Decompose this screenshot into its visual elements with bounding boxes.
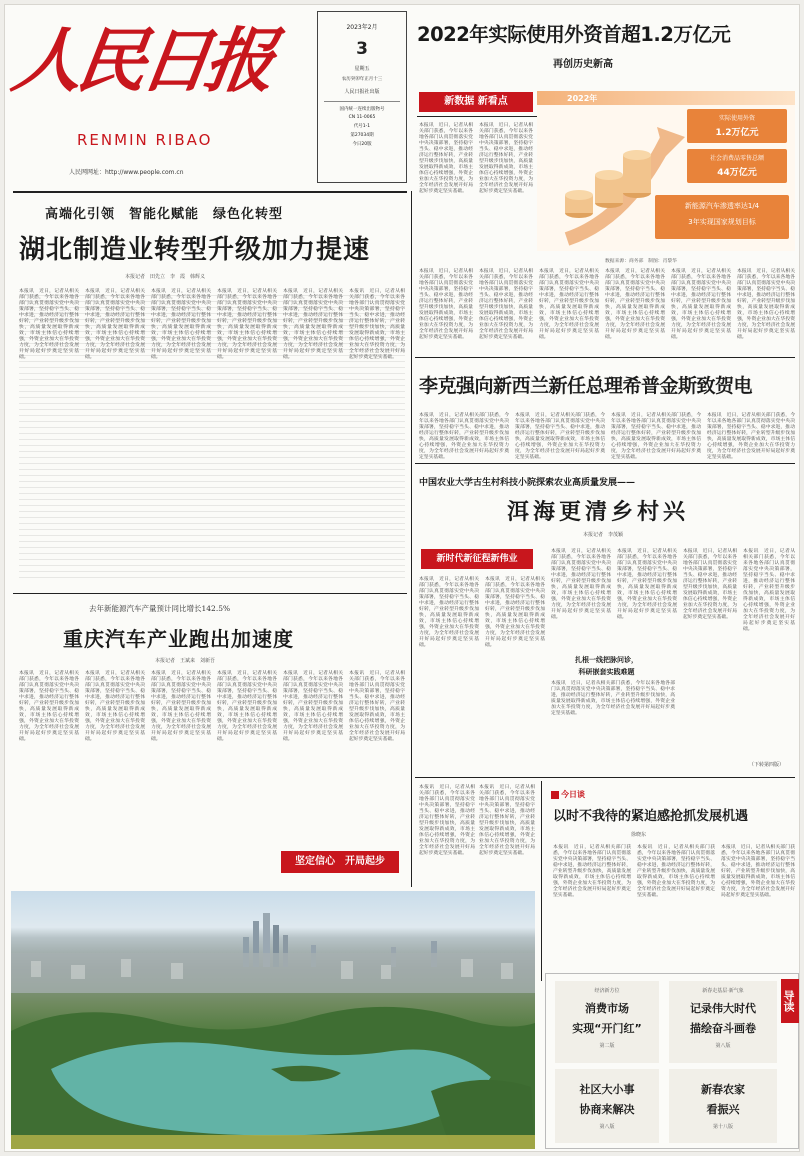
top-story-col-7: 本报讯 近日，记者从相关部门获悉，今年以来各地各部门认真贯彻落实党中央决策部署，坚持稳字当头、稳中求进，推动经济运行整体好转，产业转型升级步伐加快，高质量发展取得新成效，市场主体信心持续增强，外资企业加大在华投资力度，为全年经济社会发展开好局起好步奠定坚实基础。 bbox=[671, 269, 731, 340]
hubei-col-2: 本报讯 近日，记者从相关部门获悉，今年以来各地各部门认真贯彻落实党中央决策部署，坚持稳字当头、稳中求进，推动经济运行整体好转，产业转型升级步伐加快，高质量发展取得新成效，市场主体信心持续增强，外资企业加大在华投资力度，为全年经济社会发展开好局起好步奠定坚实基础。 bbox=[85, 289, 145, 360]
guide-item-1[interactable]: 经济新方位 消费市场 实现“开门红” 第二版 bbox=[555, 981, 659, 1063]
erhai-col-5: 本报讯 近日，记者从相关部门获悉，今年以来各地各部门认真贯彻落实党中央决策部署，坚持稳字当头、稳中求进，推动经济运行整体好转，产业转型升级步伐加快，高质量发展取得新成效，市场主体信心持续增强，外资企业加大在华投资力度，为全年经济社会发展开好局起好步奠定坚实基础。 bbox=[617, 549, 677, 620]
infographic-year: 2022年 bbox=[567, 94, 598, 103]
guide-item-4[interactable]: 新春农家 看振兴 第十八版 bbox=[669, 1069, 777, 1143]
hubei-col-6: 本报讯 近日，记者从相关部门获悉，今年以来各地各部门认真贯彻落实党中央决策部署，坚持稳字当头、稳中求进，推动经济运行整体好转，产业转型升级步伐加快，高质量发展取得新成效，市场主体信心持续增强，外资企业加大在华投资力度，为全年经济社会发展开好局起好步奠定坚实基础。 bbox=[349, 289, 405, 360]
likeqiang-col-1: 本报讯 近日，记者从相关部门获悉，今年以来各地各部门认真贯彻落实党中央决策部署，坚持稳字当头、稳中求进，推动经济运行整体好转，产业转型升级步伐加快，高质量发展取得新成效，市场主体信心持续增强，外资企业加大在华投资力度，为全年经济社会发展开好局起好步奠定坚实基础。 bbox=[419, 413, 509, 460]
commentary-col-3: 本报讯 近日，记者从相关部门获悉，今年以来各地各部门认真贯彻落实党中央决策部署，坚持稳字当头、稳中求进，推动经济运行整体好转，产业转型升级步伐加快，高质量发展取得新成效，市场主体信心持续增强，外资企业加大在华投资力度，为全年经济社会发展开好局起好步奠定坚实基础。 bbox=[721, 845, 795, 898]
hubei-headline: 湖北制造业转型升级加力提速 bbox=[19, 235, 371, 265]
date-issue: 第27034期 bbox=[350, 133, 374, 138]
chongqing-tag: 坚定信心 开局起步 bbox=[281, 851, 399, 873]
erhai-col-6: 本报讯 近日，记者从相关部门获悉，今年以来各地各部门认真贯彻落实党中央决策部署，坚持稳字当头、稳中求进，推动经济运行整体好转，产业转型升级步伐加快，高质量发展取得新成效，市场主体信心持续增强，外资企业加大在华投资力度，为全年经济社会发展开好局起好步奠定坚实基础。 bbox=[683, 549, 737, 620]
likeqiang-col-3: 本报讯 近日，记者从相关部门获悉，今年以来各地各部门认真贯彻落实党中央决策部署，坚持稳字当头、稳中求进，推动经济运行整体好转，产业转型升级步伐加快，高质量发展取得新成效，市场主体信心持续增强，外资企业加大在华投资力度，为全年经济社会发展开好局起好步奠定坚实基础。 bbox=[611, 413, 701, 460]
commentary-tag: 今日谈 bbox=[551, 789, 585, 800]
chongqing-col-1: 本报讯 近日，记者从相关部门获悉，今年以来各地各部门认真贯彻落实党中央决策部署，坚持稳字当头、稳中求进，推动经济运行整体好转，产业转型升级步伐加快，高质量发展取得新成效，市场主体信心持续增强，外资企业加大在华投资力度，为全年经济社会发展开好局起好步奠定坚实基础。 bbox=[19, 671, 79, 742]
date-code2: CN 11-0065 bbox=[348, 115, 376, 120]
top-story-col-4: 本报讯 近日，记者从相关部门获悉，今年以来各地各部门认真贯彻落实党中央决策部署，坚持稳字当头、稳中求进，推动经济运行整体好转，产业转型升级步伐加快，高质量发展取得新成效，市场主体信心持续增强，外资企业加大在华投资力度，为全年经济社会发展开好局起好步奠定坚实基础。 bbox=[479, 269, 533, 340]
erhai-subhead: 扎根一线把脉问诊， 科研嵌套实践难题 bbox=[575, 655, 638, 676]
likeqiang-headline: 李克强向新西兰新任总理希普金斯致贺电 bbox=[419, 375, 753, 397]
chongqing-col-5: 本报讯 近日，记者从相关部门获悉，今年以来各地各部门认真贯彻落实党中央决策部署，坚持稳字当头、稳中求进，推动经济运行整体好转，产业转型升级步伐加快，高质量发展取得新成效，市场主体信心持续增强，外资企业加大在华投资力度，为全年经济社会发展开好局起好步奠定坚实基础。 bbox=[283, 671, 343, 742]
date-weekday: 星期五 bbox=[354, 66, 370, 72]
website: 人民网网址：http://www.people.com.cn bbox=[69, 169, 184, 176]
chongqing-col-2: 本报讯 近日，记者从相关部门获悉，今年以来各地各部门认真贯彻落实党中央决策部署，坚持稳字当头、稳中求进，推动经济运行整体好转，产业转型升级步伐加快，高质量发展取得新成效，市场主体信心持续增强，外资企业加大在华投资力度，为全年经济社会发展开好局起好步奠定坚实基础。 bbox=[85, 671, 145, 742]
top-story-col-3: 本报讯 近日，记者从相关部门获悉，今年以来各地各部门认真贯彻落实党中央决策部署，坚持稳字当头、稳中求进，推动经济运行整体好转，产业转型升级步伐加快，高质量发展取得新成效，市场主体信心持续增强，外资企业加大在华投资力度，为全年经济社会发展开好局起好步奠定坚实基础。 bbox=[419, 269, 473, 340]
hubei-byline: 本报记者 田先立 李 霞 韩辉义 bbox=[125, 274, 206, 280]
top-story-col-6: 本报讯 近日，记者从相关部门获悉，今年以来各地各部门认真贯彻落实党中央决策部署，坚持稳字当头、稳中求进，推动经济运行整体好转，产业转型升级步伐加快，高质量发展取得新成效，市场主体信心持续增强，外资企业加大在华投资力度，为全年经济社会发展开好局起好步奠定坚实基础。 bbox=[605, 269, 665, 340]
hubei-col-3: 本报讯 近日，记者从相关部门获悉，今年以来各地各部门认真贯彻落实党中央决策部署，坚持稳字当头、稳中求进，推动经济运行整体好转，产业转型升级步伐加快，高质量发展取得新成效，市场主体信心持续增强，外资企业加大在华投资力度，为全年经济社会发展开好局起好步奠定坚实基础。 bbox=[151, 289, 211, 360]
city-lake-photo bbox=[11, 891, 535, 1149]
top-story-col-5: 本报讯 近日，记者从相关部门获悉，今年以来各地各部门认真贯彻落实党中央决策部署，坚持稳字当头、稳中求进，推动经济运行整体好转，产业转型升级步伐加快，高质量发展取得新成效，市场主体信心持续增强，外资企业加大在华投资力度，为全年经济社会发展开好局起好步奠定坚实基础。 bbox=[539, 269, 599, 340]
guide-item-2[interactable]: 新春走基层·新气象 记录伟大时代 描绘奋斗画卷 第八版 bbox=[669, 981, 777, 1063]
date-pages: 今日20版 bbox=[352, 142, 372, 147]
top-story-col-1: 本报讯 近日，记者从相关部门获悉，今年以来各地各部门认真贯彻落实党中央决策部署，坚持稳字当头、稳中求进，推动经济运行整体好转，产业转型升级步伐加快，高质量发展取得新成效，市场主体信心持续增强，外资企业加大在华投资力度，为全年经济社会发展开好局起好步奠定坚实基础。 bbox=[419, 123, 473, 194]
hubei-col-5: 本报讯 近日，记者从相关部门获悉，今年以来各地各部门认真贯彻落实党中央决策部署，坚持稳字当头、稳中求进，推动经济运行整体好转，产业转型升级步伐加快，高质量发展取得新成效，市场主体信心持续增强，外资企业加大在华投资力度，为全年经济社会发展开好局起好步奠定坚实基础。 bbox=[283, 289, 343, 360]
date-year-month: 2023年2月 bbox=[346, 24, 378, 31]
erhai-tag: 新时代新征程新伟业 bbox=[421, 549, 533, 569]
erhai-byline: 本报记者 李茂颖 bbox=[583, 532, 624, 538]
top-story-col-8: 本报讯 近日，记者从相关部门获悉，今年以来各地各部门认真贯彻落实党中央决策部署，坚持稳字当头、稳中求进，推动经济运行整体好转，产业转型升级步伐加快，高质量发展取得新成效，市场主体信心持续增强，外资企业加大在华投资力度，为全年经济社会发展开好局起好步奠定坚实基础。 bbox=[737, 269, 795, 340]
infographic bbox=[537, 91, 795, 251]
commentary-byline: 徐晓东 bbox=[631, 832, 647, 838]
commentary-left-col-2: 本报讯 近日，记者从相关部门获悉，今年以来各地各部门认真贯彻落实党中央决策部署，坚持稳字当头、稳中求进，推动经济运行整体好转，产业转型升级步伐加快，高质量发展取得新成效，市场主体信心持续增强，外资企业加大在华投资力度，为全年经济社会发展开好局起好步奠定坚实基础。 bbox=[479, 785, 535, 856]
chongqing-col-4: 本报讯 近日，记者从相关部门获悉，今年以来各地各部门认真贯彻落实党中央决策部署，坚持稳字当头、稳中求进，推动经济运行整体好转，产业转型升级步伐加快，高质量发展取得新成效，市场主体信心持续增强，外资企业加大在华投资力度，为全年经济社会发展开好局起好步奠定坚实基础。 bbox=[217, 671, 277, 742]
chongqing-col-3: 本报讯 近日，记者从相关部门获悉，今年以来各地各部门认真贯彻落实党中央决策部署，坚持稳字当头、稳中求进，推动经济运行整体好转，产业转型升级步伐加快，高质量发展取得新成效，市场主体信心持续增强，外资企业加大在华投资力度，为全年经济社会发展开好局起好步奠定坚实基础。 bbox=[151, 671, 211, 742]
commentary-tag-icon bbox=[551, 791, 559, 799]
date-series: 代号1-1 bbox=[353, 124, 371, 129]
infographic-item-1: 实际使用外资 1.2万亿元 bbox=[687, 109, 787, 143]
date-lunar: 农历癸卯年正月十三 bbox=[341, 77, 383, 82]
hubei-col-1: 本报讯 近日，记者从相关部门获悉，今年以来各地各部门认真贯彻落实党中央决策部署，坚持稳字当头、稳中求进，推动经济运行整体好转，产业转型升级步伐加快，高质量发展取得新成效，市场主体信心持续增强，外资企业加大在华投资力度，为全年经济社会发展开好局起好步奠定坚实基础。 bbox=[19, 289, 79, 360]
commentary-col-2: 本报讯 近日，记者从相关部门获悉，今年以来各地各部门认真贯彻落实党中央决策部署，坚持稳字当头、稳中求进，推动经济运行整体好转，产业转型升级步伐加快，高质量发展取得新成效，市场主体信心持续增强，外资企业加大在华投资力度，为全年经济社会发展开好局起好步奠定坚实基础。 bbox=[637, 845, 715, 898]
commentary-left-col-1: 本报讯 近日，记者从相关部门获悉，今年以来各地各部门认真贯彻落实党中央决策部署，坚持稳字当头、稳中求进，推动经济运行整体好转，产业转型升级步伐加快，高质量发展取得新成效，市场主体信心持续增强，外资企业加大在华投资力度，为全年经济社会发展开好局起好步奠定坚实基础。 bbox=[419, 785, 475, 856]
erhai-kicker: 中国农业大学古生村科技小院探索农业高质量发展—— bbox=[419, 478, 636, 488]
top-story-col-2: 本报讯 近日，记者从相关部门获悉，今年以来各地各部门认真贯彻落实党中央决策部署，坚持稳字当头、稳中求进，推动经济运行整体好转，产业转型升级步伐加快，高质量发展取得新成效，市场主体信心持续增强，外资企业加大在华投资力度，为全年经济社会发展开好局起好步奠定坚实基础。 bbox=[479, 123, 533, 194]
date-publisher: 人民日报社出版 bbox=[344, 89, 380, 95]
city-skyline-graphic bbox=[11, 891, 535, 1149]
likeqiang-col-4: 本报讯 近日，记者从相关部门获悉，今年以来各地各部门认真贯彻落实党中央决策部署，坚持稳字当头、稳中求进，推动经济运行整体好转，产业转型升级步伐加快，高质量发展取得新成效，市场主体信心持续增强，外资企业加大在华投资力度，为全年经济社会发展开好局起好步奠定坚实基础。 bbox=[707, 413, 795, 460]
date-day: 3 bbox=[356, 39, 368, 59]
chongqing-col-6: 本报讯 近日，记者从相关部门获悉，今年以来各地各部门认真贯彻落实党中央决策部署，坚持稳字当头、稳中求进，推动经济运行整体好转，产业转型升级步伐加快，高质量发展取得新成效，市场主体信心持续增强，外资企业加大在华投资力度，为全年经济社会发展开好局起好步奠定坚实基础。 bbox=[349, 671, 405, 742]
top-story-tag: 新数据 新看点 bbox=[419, 92, 533, 112]
erhai-headline: 洱海更清乡村兴 bbox=[507, 500, 690, 525]
chongqing-kicker: 去年新能源汽车产量预计同比增长142.5% bbox=[89, 604, 231, 613]
infographic-credit: 数据来源：商务部 制图：肖黎华 bbox=[605, 259, 677, 264]
commentary-headline: 以时不我待的紧迫感抢抓发展机遇 bbox=[553, 809, 749, 824]
infographic-item-3: 新能源汽车渗透率达1/4 3年实现国家规划目标 bbox=[655, 195, 789, 239]
hubei-kicker: 高端化引领 智能化赋能 绿色化转型 bbox=[45, 207, 284, 222]
erhai-col-2: 本报讯 近日，记者从相关部门获悉，今年以来各地各部门认真贯彻落实党中央决策部署，坚持稳字当头、稳中求进，推动经济运行整体好转，产业转型升级步伐加快，高质量发展取得新成效，市场主体信心持续增强，外资企业加大在华投资力度，为全年经济社会发展开好局起好步奠定坚实基础。 bbox=[485, 577, 545, 648]
masthead-logo: 人民日报 bbox=[7, 19, 275, 102]
erhai-col-3: 本报讯 近日，记者从相关部门获悉，今年以来各地各部门认真贯彻落实党中央决策部署，坚持稳字当头、稳中求进，推动经济运行整体好转，产业转型升级步伐加快，高质量发展取得新成效，市场主体信心持续增强，外资企业加大在华投资力度，为全年经济社会发展开好局起好步奠定坚实基础。 bbox=[551, 549, 611, 620]
guide-item-3[interactable]: 社区大小事 协商来解决 第八版 bbox=[555, 1069, 659, 1143]
top-story-subhead: 再创历史新高 bbox=[553, 59, 613, 70]
masthead-pinyin: RENMIN RIBAO bbox=[77, 131, 213, 149]
hubei-col-4: 本报讯 近日，记者从相关部门获悉，今年以来各地各部门认真贯彻落实党中央决策部署，坚持稳字当头、稳中求进，推动经济运行整体好转，产业转型升级步伐加快，高质量发展取得新成效，市场主体信心持续增强，外资企业加大在华投资力度，为全年经济社会发展开好局起好步奠定坚实基础。 bbox=[217, 289, 277, 360]
commentary-col-1: 本报讯 近日，记者从相关部门获悉，今年以来各地各部门认真贯彻落实党中央决策部署，坚持稳字当头、稳中求进，推动经济运行整体好转，产业转型升级步伐加快，高质量发展取得新成效，市场主体信心持续增强，外资企业加大在华投资力度，为全年经济社会发展开好局起好步奠定坚实基础。 bbox=[553, 845, 631, 898]
erhai-col-1: 本报讯 近日，记者从相关部门获悉，今年以来各地各部门认真贯彻落实党中央决策部署，坚持稳字当头、稳中求进，推动经济运行整体好转，产业转型升级步伐加快，高质量发展取得新成效，市场主体信心持续增强，外资企业加大在华投资力度，为全年经济社会发展开好局起好步奠定坚实基础。 bbox=[419, 577, 479, 648]
guide-label: 导读 bbox=[781, 979, 799, 1023]
erhai-col-4: 本报讯 近日，记者从相关部门获悉，今年以来各地各部门认真贯彻落实党中央决策部署，坚持稳字当头、稳中求进，推动经济运行整体好转，产业转型升级步伐加快，高质量发展取得新成效，市场主体信心持续增强，外资企业加大在华投资力度，为全年经济社会发展开好局起好步奠定坚实基础。 bbox=[551, 681, 675, 716]
chongqing-byline: 本报记者 王斌来 刘新吾 bbox=[155, 658, 216, 664]
chongqing-headline: 重庆汽车产业跑出加速度 bbox=[63, 627, 294, 651]
infographic-item-2: 社会消费品零售总额 44万亿元 bbox=[687, 149, 787, 183]
newspaper-page bbox=[4, 4, 800, 1152]
top-story-headline: 2022年实际使用外资首超1.2万亿元 bbox=[417, 23, 731, 46]
likeqiang-col-2: 本报讯 近日，记者从相关部门获悉，今年以来各地各部门认真贯彻落实党中央决策部署，坚持稳字当头、稳中求进，推动经济运行整体好转，产业转型升级步伐加快，高质量发展取得新成效，市场主体信心持续增强，外资企业加大在华投资力度，为全年经济社会发展开好局起好步奠定坚实基础。 bbox=[515, 413, 605, 460]
date-box bbox=[317, 11, 407, 183]
erhai-closing: （下转第四版） bbox=[749, 762, 785, 768]
date-code1: 国内统一连续出版物号 bbox=[339, 107, 385, 112]
erhai-col-7: 本报讯 近日，记者从相关部门获悉，今年以来各地各部门认真贯彻落实党中央决策部署，坚持稳字当头、稳中求进，推动经济运行整体好转，产业转型升级步伐加快，高质量发展取得新成效，市场主体信心持续增强，外资企业加大在华投资力度，为全年经济社会发展开好局起好步奠定坚实基础。 bbox=[743, 549, 795, 632]
